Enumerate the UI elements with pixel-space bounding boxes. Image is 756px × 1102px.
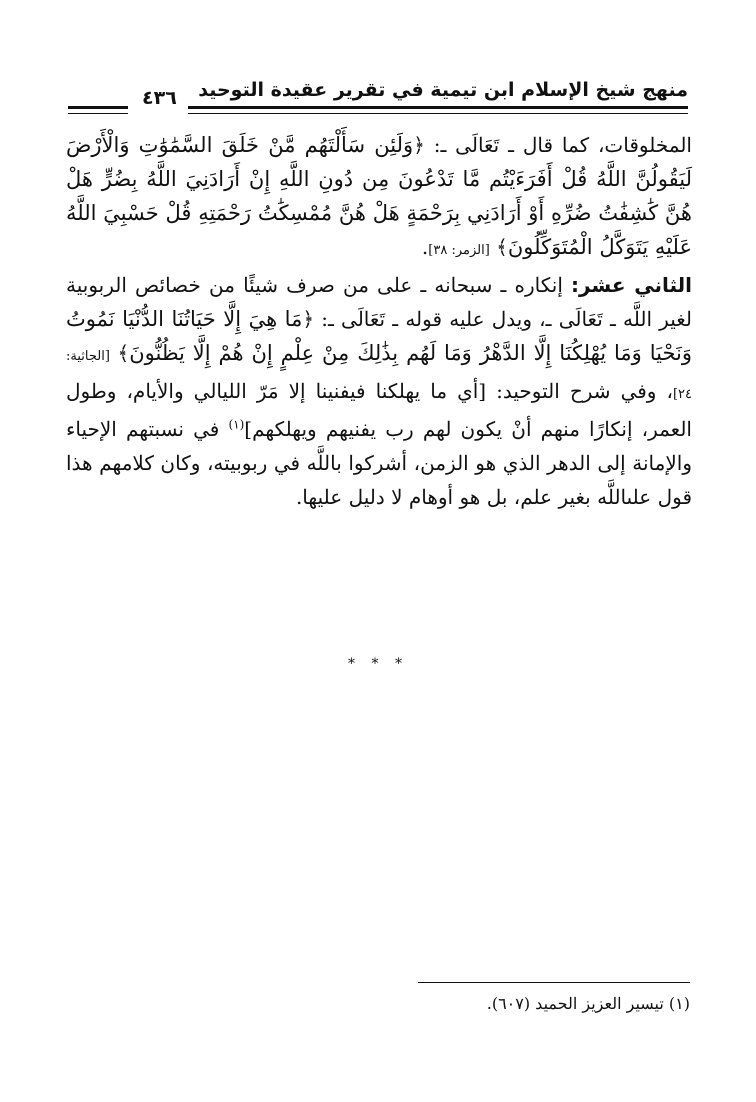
header-title: منهج شيخ الإسلام ابن تيمية في تقرير عقيدة التوحيد xyxy=(198,79,688,101)
quran-verse-zumar: وَلَئِن سَأَلْتَهُم مَّنْ خَلَقَ السَّمَٰوَٰتِ وَالْأَرْضَ لَيَقُولُنَّ اللَّهُ قُلْ أَفَرَءَيْتُم مَّا تَدْعُونَ مِن دُونِ اللَّهِ إِنْ أَرَادَنِيَ اللَّهُ بِضُرٍّ هَلْ هُنَّ كَٰشِفَٰتُ ضُرِّهِ أَوْ أَرَادَنِي بِرَحْمَةٍ هَلْ هُنَّ مُمْسِكَٰتُ رَحْمَتِهِ قُلْ حَسْبِيَ اللَّهُ عَلَيْهِ يَتَوَكَّلُ الْمُتَوَكِّلُونَ xyxy=(66,133,692,259)
paragraph-2-text-1: إنكاره ـ سبحانه ـ على من صرف شيئًا من خصائص الربوبية لغير اللَّه ـ تَعَالَى ـ، ويدل عليه قوله ـ تَعَالَى ـ: xyxy=(66,273,692,331)
footnote-marker: (١) xyxy=(228,417,245,432)
running-header xyxy=(68,78,688,114)
quran-verse-jathiya: مَا هِيَ إِلَّا حَيَاتُنَا الدُّنْيَا نَمُوتُ وَنَحْيَا وَمَا يُهْلِكُنَا إِلَّا الدَّهْرُ وَمَا لَهُم بِذَٰلِكَ مِنْ عِلْمٍ إِنْ هُمْ إِلَّا يَظُنُّونَ xyxy=(66,307,693,365)
footnote: (١) تيسير العزيز الحميد (٦٠٧). xyxy=(486,994,690,1013)
paragraph-2-text-3: في نسبتهم الإحياء والإمانة إلى الدهر الذي هو الزمن، أشركوا باللَّه في ربوبيته، وكان كلامهم هذا قول علىاللَّه بغير علم، بل هو أوهام لا دليل عليها. xyxy=(66,417,692,509)
paragraph-1-lead: المخلوقات، كما قال ـ تَعَالَى ـ: xyxy=(424,133,692,157)
header-rule-left xyxy=(68,106,128,114)
paragraph-2-lead: الثاني عشر: xyxy=(571,273,693,297)
paragraph-2 xyxy=(66,268,692,514)
verse-reference-zumar: [الزمر: ٣٨] xyxy=(428,243,490,258)
verse-reference-jathiya: [الجاثية: ٢٤] xyxy=(66,349,692,402)
verse-close-bracket: ﴾ xyxy=(496,235,508,259)
footnote-rule xyxy=(418,982,690,983)
section-separator: * * * xyxy=(348,656,408,672)
body-text xyxy=(66,128,692,514)
page-number: ٤٣٦ xyxy=(142,87,177,109)
header-rule xyxy=(188,106,688,114)
verse-open-bracket: ﴿ xyxy=(413,133,425,157)
verse-open-bracket-2: ﴿ xyxy=(302,307,315,331)
paragraph-1 xyxy=(66,128,692,268)
verse-close-bracket-2: ﴾ xyxy=(117,341,130,365)
paragraph-2-text-2: ، وفي شرح التوحيد: [أي ما يهلكنا فيفنينا إلا مَرّ الليالي والأيام، وطول العمر، إنكارًا منهم أنْ يكون لهم رب يفنيهم ويهلكهم] xyxy=(66,379,692,441)
paragraph-1-end: . xyxy=(421,235,429,259)
